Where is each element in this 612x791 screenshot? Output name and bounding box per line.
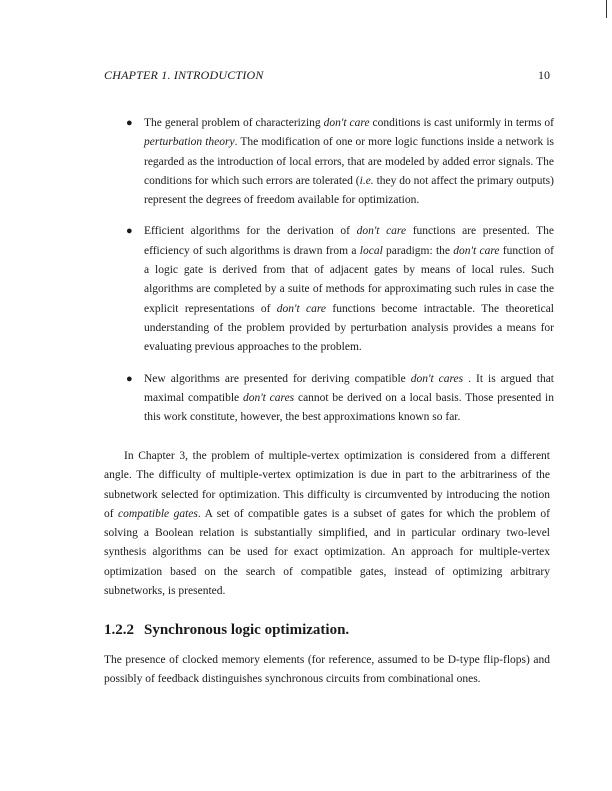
chapter-label: CHAPTER 1. INTRODUCTION — [104, 68, 264, 82]
bullet-dot-icon: ● — [126, 225, 133, 238]
section-title: Synchronous logic optimization. — [144, 622, 350, 638]
synchronous-paragraph: The presence of clocked memory elements (for reference, assumed to be D-type flip-flops) and possibly of feedback distinguishes synchronous circuits from combinational ones. — [104, 654, 550, 686]
bullet-text-compatible-dont-cares: New algorithms are presented for deriving compatible don't cares . It is argued that maximal compatible don't cares cannot be derived on a local basis. Those presented in this work constitute, however, the best approximations known so far. — [144, 372, 554, 424]
bullet-item-compatible-dont-cares — [104, 370, 554, 428]
page-number: 10 — [538, 68, 550, 82]
bullet-text-efficient-algorithms: Efficient algorithms for the derivation of don't care functions are presented. The efficiency of such algorithms is drawn from a local paradigm: the don't care function of a logic gate is derived from that of adjacent gates by means of local rules. Such algorithms are completed by a suite of methods for approximating such rules in case the explicit representations of don't care functions become intractable. The theoretical understanding of the problem provided by perturbation analysis provides a means for evaluating previous approaches to the problem. — [144, 225, 554, 354]
page-edge-mark — [606, 0, 607, 18]
bullet-dot-icon: ● — [126, 372, 133, 385]
running-header — [104, 68, 550, 84]
bullet-item-perturbation — [104, 114, 554, 210]
bullet-dot-icon: ● — [126, 117, 133, 129]
bullet-item-efficient-algorithms — [104, 222, 554, 357]
chapter3-paragraph: In Chapter 3, the problem of multiple-vertex optimization is considered from a different angle. The difficulty of multiple-vertex optimization is due in part to the arbitrariness of the subnetwork selected for optimization. This difficulty is circumvented by introducing the notion of compatible gates. A set of compatible gates is a subset of gates for which the problem of solving a Boolean relation is substantially simplified, and in particular ordinary two-level synthesis algorithms can be used for exact optimization. An approach for multiple-vertex optimization based on the search of compatible gates, instead of optimizing arbitrary subnetworks, is presented. — [104, 450, 550, 598]
section-heading — [104, 622, 349, 639]
bullet-text-perturbation: The general problem of characterizing don't care conditions is cast uniformly in terms of perturbation theory. The modification of one or more logic functions inside a network is regarded as the introduction of local errors, that are modeled by added error signals. The conditions for which such errors are tolerated (i.e. they do not affect the primary outputs) represent the degrees of freedom available for optimization. — [144, 117, 554, 207]
section-number: 1.2.2 — [104, 622, 134, 638]
contribution-list — [104, 114, 554, 439]
